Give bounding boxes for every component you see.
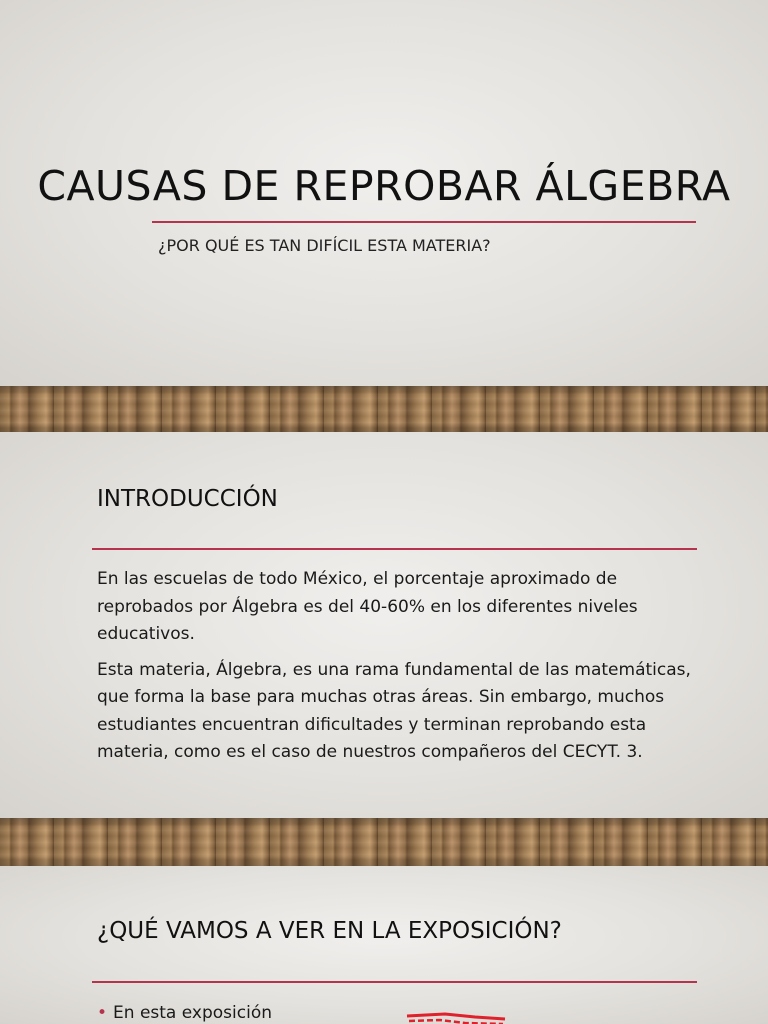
agenda-slide (0, 866, 768, 1024)
slide-subtitle: ¿POR QUÉ ES TAN DIFÍCIL ESTA MATERIA? (158, 236, 491, 255)
intro-paragraph: En las escuelas de todo México, el porcentaje aproximado de reprobados por Álgebra es del 40-60% en los diferentes niveles educativos. (97, 569, 638, 644)
bullet-dot-icon: • (97, 1003, 108, 1023)
agenda-divider (92, 981, 697, 983)
slide-title: CAUSAS DE REPROBAR ÁLGEBRA (37, 162, 731, 210)
intro-slide (0, 432, 768, 818)
intro-divider (92, 548, 697, 550)
wood-floor-band (0, 818, 768, 866)
bullet-item (97, 1003, 272, 1023)
title-slide (0, 0, 768, 386)
red-ink-scribble-icon (405, 1011, 510, 1024)
title-divider (152, 221, 696, 223)
agenda-heading: ¿QUÉ VAMOS A VER EN LA EXPOSICIÓN? (97, 918, 562, 944)
intro-body (97, 566, 697, 775)
bullet-text: En esta exposición (113, 1003, 272, 1023)
intro-paragraph: Esta materia, Álgebra, es una rama fundamental de las matemáticas, que forma la base para muchas otras áreas. Sin embargo, muchos estudiantes encuentran dificultades y terminan reprobando esta materia, como es el caso de nuestros compañeros del CECYT. 3. (97, 659, 691, 762)
wood-floor-band (0, 386, 768, 432)
intro-heading: INTRODUCCIÓN (97, 486, 278, 512)
